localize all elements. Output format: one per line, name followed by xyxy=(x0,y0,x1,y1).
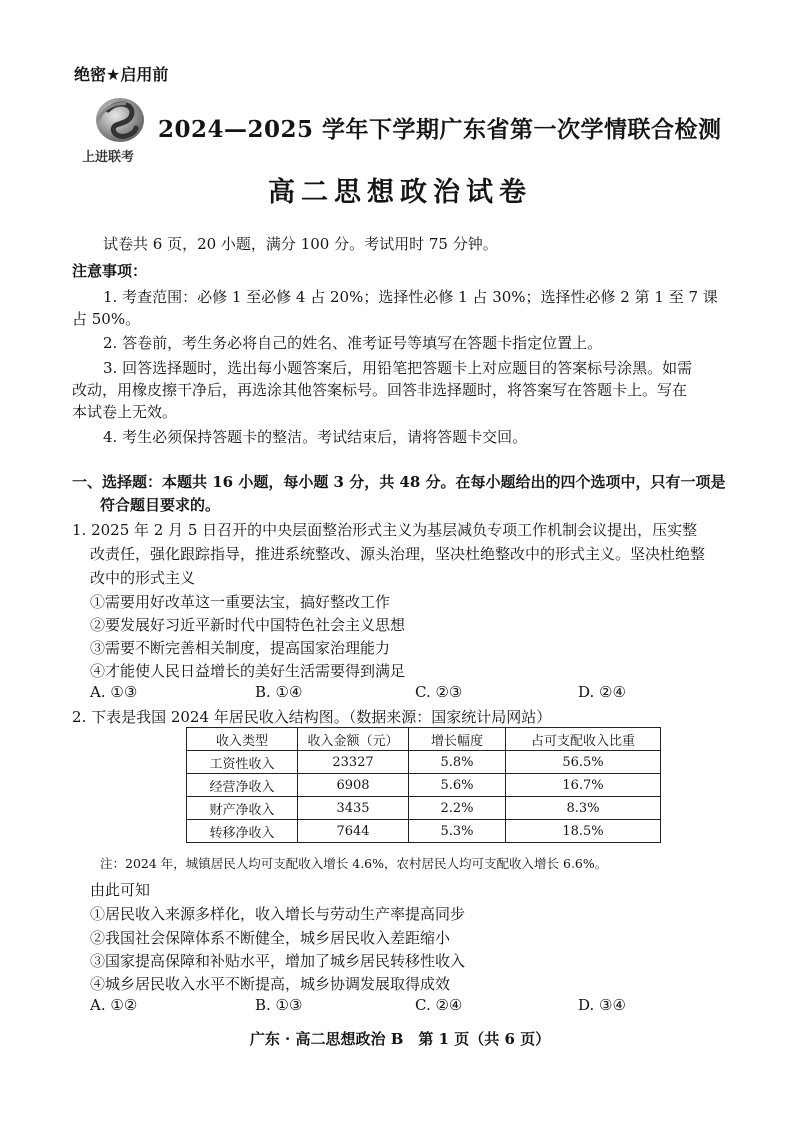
q1-stem: 1. 2025 年 2 月 5 日召开的中央层面整治形式主义为基层减负专项工作机制会议提出，压实整 xyxy=(72,521,698,539)
table-cell: 3435 xyxy=(298,797,409,820)
table-header-row xyxy=(187,728,661,751)
table-cell: 5.6% xyxy=(409,774,506,797)
logo-caption: 上进联考 xyxy=(82,150,135,165)
table-cell: 经营净收入 xyxy=(187,774,298,797)
table-header-cell: 收入类型 xyxy=(187,728,298,751)
table-row xyxy=(187,820,661,843)
notice-item: 1. 考查范围：必修 1 至必修 4 占 20%；选择性必修 1 占 30%；选择性必修 2 第 1 至 7 课 xyxy=(103,288,718,306)
q1-option-c[interactable]: C. ②③ xyxy=(415,683,463,701)
exam-title: 2024—2025 学年下学期广东省第一次学情联合检测 xyxy=(158,116,722,143)
subject-title: 高二思想政治试卷 xyxy=(268,177,532,208)
q1-statement: ②要发展好习近平新时代中国特色社会主义思想 xyxy=(90,616,406,634)
q2-option-c[interactable]: C. ②④ xyxy=(415,996,463,1014)
q1-statement: ④才能使人民日益增长的美好生活需要得到满足 xyxy=(90,662,406,680)
q2-table-note: 注：2024 年，城镇居民人均可支配收入增长 4.6%，农村居民人均可支配收入增长 6.6%。 xyxy=(100,856,608,871)
page-footer: 广东 · 高二思想政治 B 第 1 页（共 6 页） xyxy=(249,1030,551,1048)
income-table xyxy=(186,727,661,843)
table-cell: 5.3% xyxy=(409,820,506,843)
table-cell: 工资性收入 xyxy=(187,751,298,774)
q1-statement: ③需要不断完善相关制度，提高国家治理能力 xyxy=(90,639,391,657)
table-cell: 7644 xyxy=(298,820,409,843)
notice-item: 本试卷上无效。 xyxy=(72,403,178,421)
table-cell: 56.5% xyxy=(506,751,661,774)
table-row xyxy=(187,797,661,820)
notice-heading: 注意事项： xyxy=(72,262,148,280)
table-cell: 8.3% xyxy=(506,797,661,820)
q1-stem: 改中的形式主义 xyxy=(90,569,196,587)
q2-option-d[interactable]: D. ③④ xyxy=(578,996,626,1014)
exam-intro: 试卷共 6 页，20 小题，满分 100 分。考试用时 75 分钟。 xyxy=(103,235,498,253)
q1-statement: ①需要用好改革这一重要法宝，搞好整改工作 xyxy=(90,593,391,611)
section-heading: 一、选择题：本题共 16 小题，每小题 3 分，共 48 分。在每小题给出的四个选项中，只有一项是 xyxy=(72,473,726,491)
notice-item: 占 50%。 xyxy=(72,310,141,328)
q2-statement: ④城乡居民收入水平不断提高，城乡协调发展取得成效 xyxy=(90,975,451,993)
notice-item: 4. 考生必须保持答题卡的整洁。考试结束后，请将答题卡交回。 xyxy=(103,428,528,446)
table-cell: 财产净收入 xyxy=(187,797,298,820)
q2-option-a[interactable]: A. ①② xyxy=(90,996,138,1014)
table-cell: 16.7% xyxy=(506,774,661,797)
table-cell: 18.5% xyxy=(506,820,661,843)
notice-item: 2. 答卷前，考生务必将自己的姓名、准考证号等填写在答题卡指定位置上。 xyxy=(103,334,603,352)
table-cell: 2.2% xyxy=(409,797,506,820)
q1-stem: 改责任，强化跟踪指导，推进系统整改、源头治理，坚决杜绝整改中的形式主义。坚决杜绝整 xyxy=(90,545,706,563)
table-cell: 23327 xyxy=(298,751,409,774)
q1-option-d[interactable]: D. ②④ xyxy=(578,683,626,701)
table-cell: 6908 xyxy=(298,774,409,797)
q1-option-a[interactable]: A. ①③ xyxy=(90,683,138,701)
section-heading-cont: 符合题目要求的。 xyxy=(100,496,221,514)
table-header-cell: 收入金额（元） xyxy=(298,728,409,751)
notice-item: 改动，用橡皮擦干净后，再选涂其他答案标号。回答非选择题时，将答案写在答题卡上。写在 xyxy=(72,381,688,399)
table-header-cell: 增长幅度 xyxy=(409,728,506,751)
q1-option-b[interactable]: B. ①④ xyxy=(255,683,303,701)
table-cell: 5.8% xyxy=(409,751,506,774)
table-header-cell: 占可支配收入比重 xyxy=(506,728,661,751)
q2-statement: ①居民收入来源多样化，收入增长与劳动生产率提高同步 xyxy=(90,905,466,923)
table-cell: 转移净收入 xyxy=(187,820,298,843)
table-row xyxy=(187,774,661,797)
q2-statement: ②我国社会保障体系不断健全，城乡居民收入差距缩小 xyxy=(90,929,451,947)
confidential-label: 绝密★启用前 xyxy=(74,65,169,84)
q2-option-b[interactable]: B. ①③ xyxy=(255,996,303,1014)
q2-lead: 由此可知 xyxy=(90,881,151,899)
notice-item: 3. 回答选择题时，选出每小题答案后，用铅笔把答题卡上对应题目的答案标号涂黑。如需 xyxy=(103,359,693,377)
q2-stem: 2. 下表是我国 2024 年居民收入结构图。（数据来源：国家统计局网站） xyxy=(72,708,552,726)
q2-statement: ③国家提高保障和补贴水平，增加了城乡居民转移性收入 xyxy=(90,952,466,970)
table-row xyxy=(187,751,661,774)
